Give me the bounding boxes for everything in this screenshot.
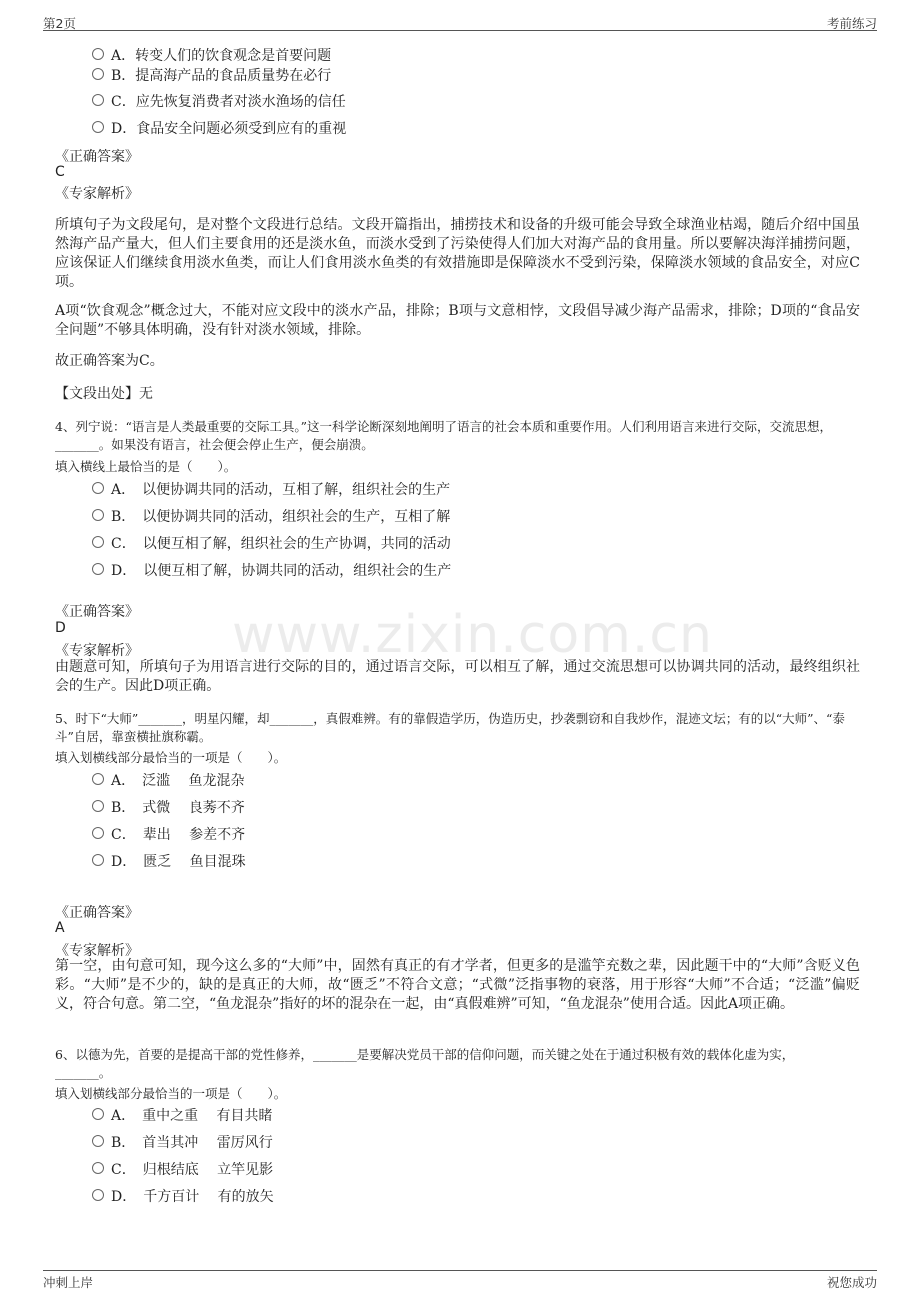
q3-option-c[interactable]: C．应先恢复消费者对淡水渔场的信任 (92, 91, 346, 113)
q4-option-a[interactable]: A． 以便协调共同的活动，互相了解，组织社会的生产 (92, 479, 450, 501)
q4-option-c[interactable]: C． 以便互相了解，组织社会的生产协调，共同的活动 (92, 533, 451, 555)
footer-left: 冲刺上岸 (43, 1275, 94, 1290)
radio-icon[interactable] (92, 536, 104, 548)
q5-option-c[interactable]: C． 辈出 参差不齐 (92, 824, 245, 846)
radio-icon[interactable] (92, 800, 104, 812)
header-title: 考前练习 (826, 16, 877, 31)
q3-analysis-p3: 故正确答案为C。 (55, 353, 164, 369)
page-number: 第2页 (43, 16, 76, 31)
radio-icon[interactable] (92, 1135, 104, 1147)
watermark: www.zixin.com.cn (232, 605, 713, 665)
q4-answer: D (55, 620, 66, 636)
radio-icon[interactable] (92, 1162, 104, 1174)
q6-option-a[interactable]: A． 重中之重 有目共睹 (92, 1105, 273, 1127)
q3-option-a[interactable]: A．转变人们的饮食观念是首要问题 (92, 45, 331, 67)
q6-option-d[interactable]: D． 千方百计 有的放矢 (92, 1186, 274, 1208)
q5-option-a[interactable]: A． 泛滥 鱼龙混杂 (92, 770, 245, 792)
q6-option-b[interactable]: B． 首当其冲 雷厉风行 (92, 1132, 273, 1154)
q4-analysis-label: 《专家解析》 (55, 643, 139, 659)
q5-answer: A (55, 920, 65, 936)
radio-icon[interactable] (92, 773, 104, 785)
q3-answer-label: 《正确答案》 (55, 149, 139, 165)
q4-option-b[interactable]: B． 以便协调共同的活动，组织社会的生产，互相了解 (92, 506, 450, 528)
q3-analysis-p1: 所填句子为文段尾句，是对整个文段进行总结。文段开篇指出，捕捞技术和设备的升级可能会导致全球渔业枯竭，随后介绍中国虽然海产品产量大，但人们主要食用的还是淡水鱼，而淡水受到了污染使得人们加大对海产品的食用量。所以要解决海洋捕捞问题，应该保证人们继续食用淡水鱼类，而让人们食用淡水鱼类的有效措施即是保障淡水不受到污染，保障淡水领域的食品安全，对应C项。 (55, 217, 860, 290)
page-header (43, 12, 877, 31)
radio-icon[interactable] (92, 854, 104, 866)
q4-analysis: 由题意可知，所填句子为用语言进行交际的目的，通过语言交际，可以相互了解，通过交流思想可以协调共同的活动，最终组织社会的生产。因此D项正确。 (55, 659, 860, 694)
q3-answer: C (55, 164, 65, 180)
q4-stem: 4、列宁说：“语言是人类最重要的交际工具。”这一科学论断深刻地阐明了语言的社会本质和重要作用。人们利用语言来进行交际，交流思想，_______。如果没有语言，社会便会停止生产，便会崩溃。 (55, 419, 832, 452)
q4-prompt: 填入横线上最恰当的是（ ）。 (55, 459, 237, 474)
q5-stem: 5、时下“大师”_______，明星闪耀，却_______，真假难辨。有的靠假造学历，伪造历史，抄袭剽窃和自我炒作，混迹文坛；有的以“大师”、“泰斗”自居，靠蛮横扯旗称霸。 (55, 711, 845, 744)
q3-option-b[interactable]: B．提高海产品的食品质量势在必行 (92, 65, 331, 87)
q5-analysis-label: 《专家解析》 (55, 943, 139, 959)
radio-icon[interactable] (92, 68, 104, 80)
radio-icon[interactable] (92, 1189, 104, 1201)
radio-icon[interactable] (92, 94, 104, 106)
q6-stem: 6、以德为先，首要的是提高干部的党性修养，_______是要解决党员干部的信仰问题，而关键之处在于通过积极有效的载体化虚为实，_______。 (55, 1047, 795, 1080)
q5-answer-label: 《正确答案》 (55, 905, 139, 921)
q3-analysis-p2: A项“饮食观念”概念过大，不能对应文段中的淡水产品，排除；B项与文意相悖，文段倡导减少海产品需求，排除；D项的“食品安全问题”不够具体明确，没有针对淡水领域，排除。 (55, 303, 860, 338)
q3-analysis-label: 《专家解析》 (55, 186, 139, 202)
q5-option-b[interactable]: B． 式微 良莠不齐 (92, 797, 245, 819)
q4-answer-label: 《正确答案》 (55, 604, 139, 620)
radio-icon[interactable] (92, 48, 104, 60)
radio-icon[interactable] (92, 563, 104, 575)
q3-option-d[interactable]: D．食品安全问题必须受到应有的重视 (92, 118, 346, 140)
radio-icon[interactable] (92, 121, 104, 133)
q6-prompt: 填入划横线部分最恰当的一项是（ ）。 (55, 1086, 287, 1101)
q5-analysis: 第一空，由句意可知，现今这么多的“大师”中，固然有真正的有才学者，但更多的是滥竽充数之辈，因此题干中的“大师”含贬义色彩。“大师”是不少的，缺的是真正的大师，故“匮乏”不符合文意；“式微”泛指事物的衰落，用于形容“大师”不合适；“泛滥”偏贬义，符合句意。第二空，“鱼龙混杂”指好的坏的混杂在一起，由“真假难辨”可知，“鱼龙混杂”使用合适。因此A项正确。 (55, 958, 860, 1012)
footer-right: 祝您成功 (826, 1275, 877, 1290)
q5-prompt: 填入划横线部分最恰当的一项是（ ）。 (55, 750, 287, 765)
radio-icon[interactable] (92, 1108, 104, 1120)
radio-icon[interactable] (92, 827, 104, 839)
q3-source: 【文段出处】无 (55, 386, 153, 402)
q6-option-c[interactable]: C． 归根结底 立竿见影 (92, 1159, 273, 1181)
radio-icon[interactable] (92, 482, 104, 494)
q5-option-d[interactable]: D． 匮乏 鱼目混珠 (92, 851, 246, 873)
radio-icon[interactable] (92, 509, 104, 521)
q4-option-d[interactable]: D． 以便互相了解，协调共同的活动，组织社会的生产 (92, 560, 451, 582)
page-footer (43, 1270, 877, 1291)
